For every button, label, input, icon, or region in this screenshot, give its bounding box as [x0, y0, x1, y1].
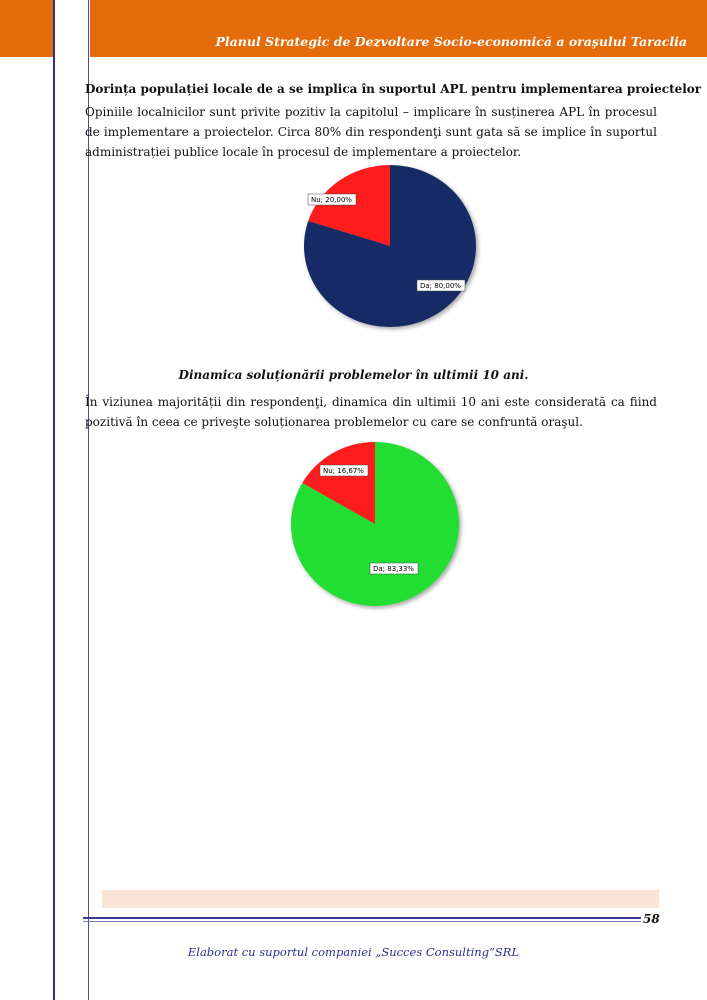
paragraph: În viziunea majorității din respondenţi, dinamica din ultimii 10 ani este considerată ca fiind pozitivă în ceea ce priveşte soluționarea problemelor cu care se confruntă oraşul. [85, 395, 657, 429]
footer-rule [83, 917, 641, 919]
page-number: 58 [643, 912, 660, 926]
footer-credit: Elaborat cu suportul companiei „Succes Consulting”SRL [187, 945, 520, 959]
header-band [90, 0, 707, 57]
pie-chart-dinamica [286, 438, 470, 612]
header-title: Planul Strategic de Dezvoltare Socio-economică a oraşului Taraclia [215, 34, 687, 49]
margin-line [53, 0, 55, 1000]
section-title: Dorința populației locale de a se implica în suportul APL pentru implementarea proiectelor [85, 82, 702, 96]
pie-data-label: Da; 80,00% [420, 282, 461, 290]
pie-data-label: Nu; 20,00% [311, 196, 352, 204]
paragraph: Opiniile localnicilor sunt privite pozitiv la capitolul – implicare în susținerea APL în procesul de implementare a proiectelor. Circa 80% din respondenţi sunt gata să se implice în suportul administrației publice locale în procesul de implementare a proiectelor. [85, 105, 657, 159]
section-title: Dinamica soluționării problemelor în ultimii 10 ani. [178, 368, 529, 382]
pie-data-label: Nu; 16,67% [323, 467, 364, 475]
pie-data-label: Da; 83,33% [373, 565, 414, 573]
header-band-left [0, 0, 53, 57]
footer-rule-thin [83, 921, 641, 922]
pie-chart-implicare [296, 158, 486, 334]
footer-band [102, 890, 659, 908]
